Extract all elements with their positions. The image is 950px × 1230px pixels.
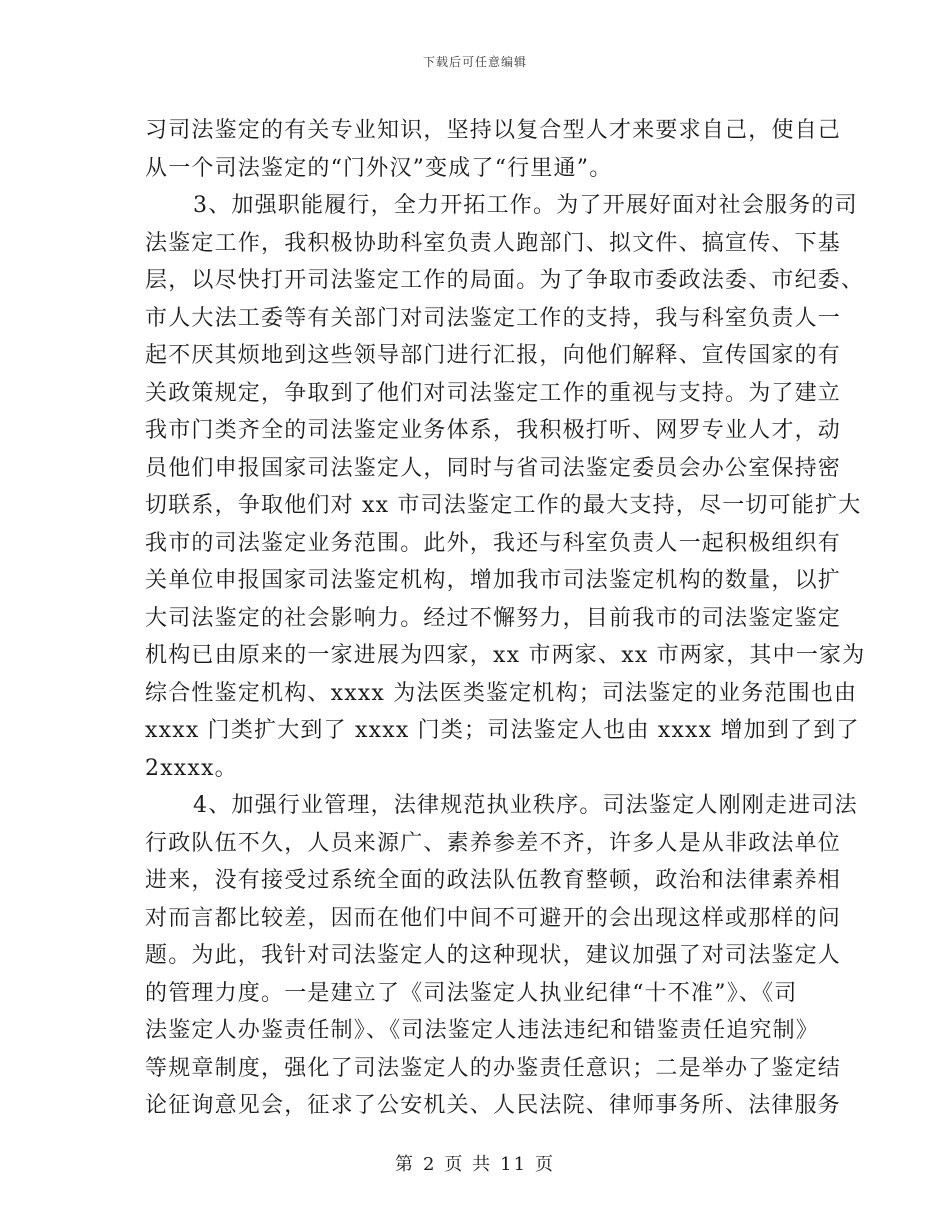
text-line: 我市门类齐全的司法鉴定业务体系，我积极打听、网罗专业人才，动 (145, 418, 842, 443)
total-pages: 11 (500, 1154, 528, 1175)
text-line: xxxx 门类扩大到了 xxxx 门类；司法鉴定人也由 xxxx 增加到了到了 (145, 718, 860, 743)
text-line: 法鉴定工作，我积极协助科室负责人跑部门、拟文件、搞宣传、下基 (145, 230, 842, 256)
text-line: 等规章制度，强化了司法鉴定人的办鉴责任意识；二是举办了鉴定结 (145, 1055, 842, 1081)
text-line: 的管理力度。一是建立了《司法鉴定人执业纪律“十不准”》、《司 (145, 980, 798, 1006)
text-line: 关政策规定，争取到了他们对司法鉴定工作的重视与支持。为了建立 (145, 380, 842, 406)
text-line: 切联系，争取他们对 xx 市司法鉴定工作的最大支持，尽一切可能扩大 (145, 493, 862, 518)
text-line: 法鉴定人办鉴责任制》、《司法鉴定人违法违纪和错鉴责任追究制》 (145, 1018, 820, 1043)
page-label-suffix: 页 (535, 1154, 556, 1175)
text-line: 题。为此，我针对司法鉴定人的这种现状，建议加强了对司法鉴定人 (145, 943, 842, 968)
page-label-mid: 页 共 (444, 1154, 493, 1175)
text-line: 起不厌其烦地到这些领导部门进行汇报，向他们解释、宣传国家的有 (145, 343, 842, 368)
paragraph-item-3 (145, 187, 866, 787)
text-line: 大司法鉴定的社会影响力。经过不懈努力，目前我市的司法鉴定鉴定 (145, 605, 842, 631)
text-line: 关单位申报国家司法鉴定机构，增加我市司法鉴定机构的数量，以扩 (145, 568, 842, 593)
text-line: 从一个司法鉴定的“门外汉”变成了“行里通”。 (145, 155, 613, 181)
text-line: 论征询意见会，征求了公安机关、人民法院、律师事务所、法律服务 (145, 1093, 842, 1118)
text-line: 行政队伍不久，人员来源广、素养参差不齐，许多人是从非政法单位 (145, 830, 842, 856)
document-body (145, 112, 866, 1125)
page-number: 2 (422, 1154, 437, 1175)
text-line: 机构已由原来的一家进展为四家，xx 市两家、xx 市两家，其中一家为 (145, 643, 866, 668)
text-line: 2xxxx。 (145, 755, 238, 781)
page-header-note: 下载后可任意编辑 (422, 55, 527, 69)
text-line: 综合性鉴定机构、xxxx 为法医类鉴定机构；司法鉴定的业务范围也由 (145, 680, 858, 706)
page-label-prefix: 第 (394, 1154, 415, 1175)
text-line: 习司法鉴定的有关专业知识，坚持以复合型人才来要求自己，使自己 (145, 118, 842, 143)
text-line: 3、加强职能履行，全力开拓工作。为了开展好面对社会服务的司 (193, 193, 858, 218)
text-line: 对而言都比较差，因而在他们中间不可避开的会出现这样或那样的问 (145, 905, 842, 931)
paragraph-continuation (145, 112, 842, 187)
text-line: 进来，没有接受过系统全面的政法队伍教育整顿，政治和法律素养相 (145, 868, 842, 893)
paragraph-item-4 (145, 787, 858, 1125)
page-footer (0, 1150, 950, 1176)
text-line: 层，以尽快打开司法鉴定工作的局面。为了争取市委政法委、市纪委、 (145, 268, 865, 293)
text-line: 4、加强行业管理，法律规范执业秩序。司法鉴定人刚刚走进司法 (193, 793, 858, 818)
text-line: 市人大法工委等有关部门对司法鉴定工作的支持，我与科室负责人一 (145, 305, 842, 331)
text-line: 员他们申报国家司法鉴定人，同时与省司法鉴定委员会办公室保持密 (145, 455, 842, 481)
text-line: 我市的司法鉴定业务范围。此外，我还与科室负责人一起积极组织有 (145, 530, 842, 556)
